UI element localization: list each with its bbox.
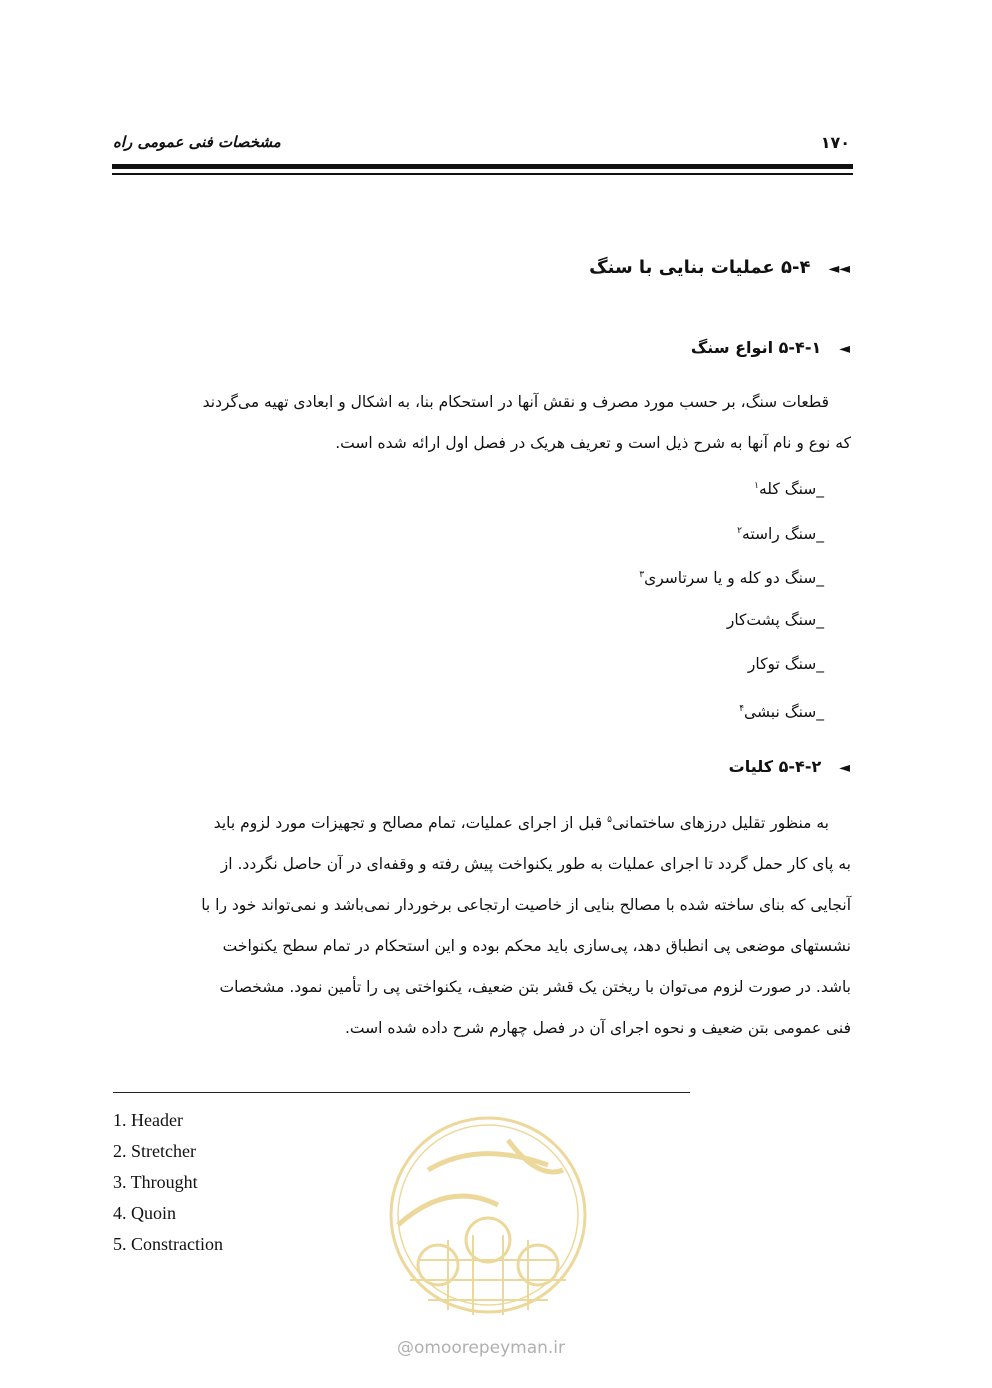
list-item-text: _سنگ راسته — [742, 524, 824, 543]
page-number: ۱۷۰ — [820, 133, 850, 152]
list-item — [639, 509, 824, 554]
footnote-item: 1. Header — [113, 1110, 183, 1130]
paragraph-text: قبل از اجرای عملیات، تمام مصالح و تجهیزات مورد لزوم باید — [213, 814, 608, 833]
footnote-ref: ۲ — [737, 525, 743, 536]
list-item-text: _سنگ توکار — [747, 655, 824, 673]
footnote-item: 4. Quoin — [113, 1203, 176, 1223]
list-item — [639, 464, 824, 509]
footnote-ref: ۳ — [639, 570, 645, 580]
list-item — [639, 598, 824, 643]
arrow-marker-icon: ◄ — [839, 341, 850, 357]
footnote-separator — [113, 1092, 690, 1093]
list-item-text: _سنگ پشت‌کار — [726, 610, 824, 629]
header-rule-thick — [112, 164, 853, 169]
watermark-logo — [388, 1110, 588, 1330]
subsection-number: ۵-۴-۱ — [778, 338, 822, 357]
footnotes — [113, 1109, 223, 1264]
paragraph-line: فنی عمومی بتن ضعیف و نحوه اجرای آن در فصل چهارم شرح داده شده است. — [344, 1019, 851, 1038]
watermark-url: @omoorepeyman.ir — [397, 1338, 566, 1358]
header-rule-thin — [112, 173, 853, 175]
footnote-item: 2. Stretcher — [113, 1141, 196, 1161]
subsection-heading-2 — [729, 757, 850, 776]
paragraph-line — [113, 800, 851, 844]
subsection-heading-1 — [691, 338, 850, 357]
paragraph-stone-types — [113, 382, 851, 464]
footnote-item: 5. Constraction — [113, 1234, 223, 1254]
footnote-ref: ۵ — [607, 815, 612, 825]
subsection-number: ۵-۴-۲ — [778, 757, 822, 776]
list-item-text: _سنگ نبشی — [744, 702, 824, 721]
subsection-title: کلیات — [728, 757, 774, 776]
list-item — [639, 553, 824, 598]
paragraph-line: باشد. در صورت لزوم می‌توان با ریختن یک قشر بتن ضعیف، یکنواختی پی را تأمین نمود. مشخصات — [219, 978, 851, 997]
footnote-ref: ۱ — [754, 481, 759, 491]
section-heading — [589, 257, 850, 278]
subsection-title: انواع سنگ — [690, 338, 774, 357]
paragraph-line: که نوع و نام آنها به شرح ذیل است و تعریف هریک در فصل اول ارائه شده است. — [335, 434, 851, 452]
stone-type-list — [639, 464, 824, 731]
footnote-item: 3. Throught — [113, 1172, 198, 1192]
double-arrow-marker-icon: ◄◄ — [828, 261, 850, 277]
arrow-marker-icon: ◄ — [839, 760, 850, 776]
section-title: عملیات بنایی با سنگ — [589, 257, 775, 278]
paragraph-line: آنجایی که بنای ساخته شده با مصالح بنایی از خاصیت ارتجاعی برخوردار نمی‌باشد و نمی‌تواند خود را با — [201, 896, 851, 915]
running-header-title: مشخصات فنی عمومی راه — [113, 133, 281, 151]
paragraph-line: نشستهای موضعی پی انطباق دهد، پی‌سازی باید محکم بوده و این استحکام در تمام سطح یکنواخت — [222, 937, 851, 956]
list-item-text: _سنگ دو کله و یا سرتاسری — [644, 569, 824, 588]
list-item-text: _سنگ کله — [758, 480, 824, 499]
paragraph-text: به منظور تقلیل درزهای ساختمانی — [611, 814, 829, 833]
paragraph-generalities — [113, 800, 851, 1049]
list-item — [639, 687, 824, 732]
section-number: ۵-۴ — [781, 257, 811, 278]
paragraph-line: به پای کار حمل گردد تا اجرای عملیات به طور یکنواخت پیش رفته و وقفه‌ای در آن حاصل نگردد. از — [220, 855, 851, 874]
footnote-ref: ۴ — [739, 703, 745, 714]
paragraph-line: قطعات سنگ، بر حسب مورد مصرف و نقش آنها در استحکام بنا، به اشکال و ابعادی تهیه می‌گردند — [202, 393, 829, 411]
list-item — [639, 642, 824, 687]
